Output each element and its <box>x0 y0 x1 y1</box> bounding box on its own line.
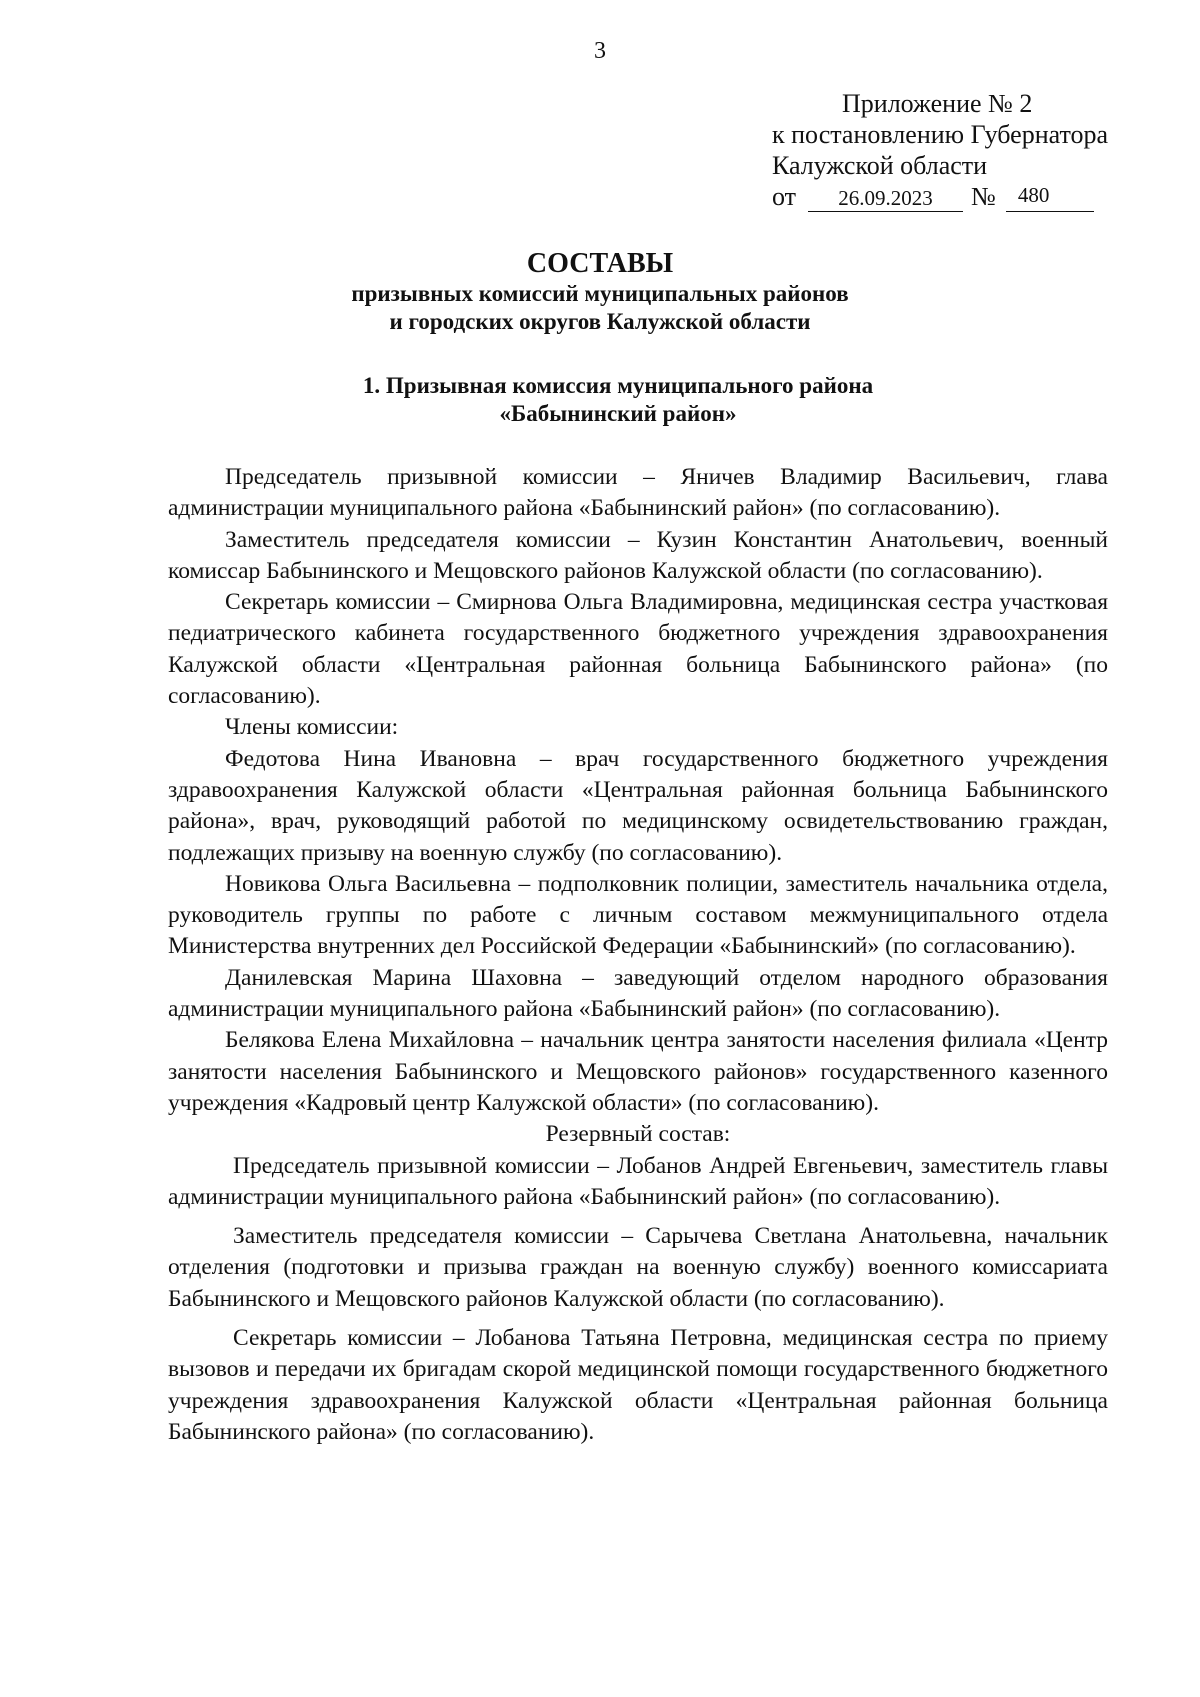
members-label: Члены комиссии: <box>225 714 399 741</box>
paragraph-member-3: Данилевская Марина Шаховна – заведующий отделом народного образования администрации муниципального района «Бабынинский район» (по согласованию). <box>168 964 1108 1023</box>
reserve-label: Резервный состав: <box>545 1121 731 1148</box>
decree-date: 26.09.2023 <box>808 186 963 212</box>
paragraph-chairman: Председатель призывной комиссии – Яничев Владимир Васильевич, глава администрации муниципального района «Бабынинский район» (по согласованию). <box>168 464 1108 522</box>
paragraph-secretary: Секретарь комиссии – Смирнова Ольга Владимировна, медицинская сестра участковая педиатрического кабинета государственного бюджетного учреждения здравоохранения Калужской области «Центральная районная больница Бабынинского района» (по согласованию). <box>168 589 1108 710</box>
document-title: СОСТАВЫ <box>526 248 674 279</box>
appendix-number: Приложение № 2 <box>842 89 1033 118</box>
paragraph-member-1: Федотова Нина Ивановна – врач государственного бюджетного учреждения здравоохранения Калужской области «Центральная районная больница Бабынинского района», врач, руководящий работой по медицинскому освидетельствованию граждан, подлежащих призыву на военную службу (по согласованию). <box>168 745 1108 866</box>
page-number: 3 <box>594 38 606 64</box>
document-body <box>168 462 1108 1448</box>
paragraph-reserve-deputy: Заместитель председателя комиссии – Сарычева Светлана Анатольевна, начальник отделения (подготовки и призыва граждан на военную службу) военного комиссариата Бабынинского и Мещовского районов Калужской области (по согласованию). <box>168 1223 1108 1312</box>
appendix-ref: к постановлению Губернатора <box>772 120 1109 149</box>
appendix-region: Калужской области <box>772 151 988 180</box>
from-label: от <box>772 182 797 211</box>
subtitle-line-2: и городских округов Калужской области <box>389 309 811 334</box>
paragraph-deputy: Заместитель председателя комиссии – Кузин Константин Анатольевич, военный комиссар Бабынинского и Мещовского районов Калужской области (по согласованию). <box>168 526 1108 584</box>
number-label: № <box>971 182 996 211</box>
appendix-dateline <box>772 181 1108 212</box>
section-heading-line-2: «Бабынинский район» <box>499 401 737 426</box>
paragraph-member-2: Новикова Ольга Васильевна – подполковник полиции, заместитель начальника отдела, руководитель группы по работе с личным составом межмуниципального отдела Министерства внутренних дел Российской Федерации «Бабынинский» (по согласованию). <box>168 870 1108 960</box>
section-heading-line-1: 1. Призывная комиссия муниципального района <box>362 373 874 398</box>
paragraph-member-4: Белякова Елена Михайловна – начальник центра занятости населения филиала «Центр занятости населения Бабынинского и Мещовского районов» государственного казенного учреждения «Кадровый центр Калужской области» (по согласованию). <box>168 1027 1108 1116</box>
subtitle-line-1: призывных комиссий муниципальных районов <box>351 281 849 306</box>
document-subtitle <box>0 280 1200 336</box>
appendix-header <box>772 88 1108 212</box>
decree-number: 480 <box>1006 183 1094 212</box>
paragraph-reserve-secretary: Секретарь комиссии – Лобанова Татьяна Петровна, медицинская сестра по приему вызовов и передачи их бригадам скорой медицинской помощи государственного бюджетного учреждения здравоохранения Калужской области «Центральная районная больница Бабынинского района» (по согласованию). <box>168 1325 1108 1445</box>
section-heading <box>18 372 1200 428</box>
paragraph-reserve-chairman: Председатель призывной комиссии – Лобанов Андрей Евгеньевич, заместитель главы администрации муниципального района «Бабынинский район» (по согласованию). <box>168 1152 1108 1210</box>
